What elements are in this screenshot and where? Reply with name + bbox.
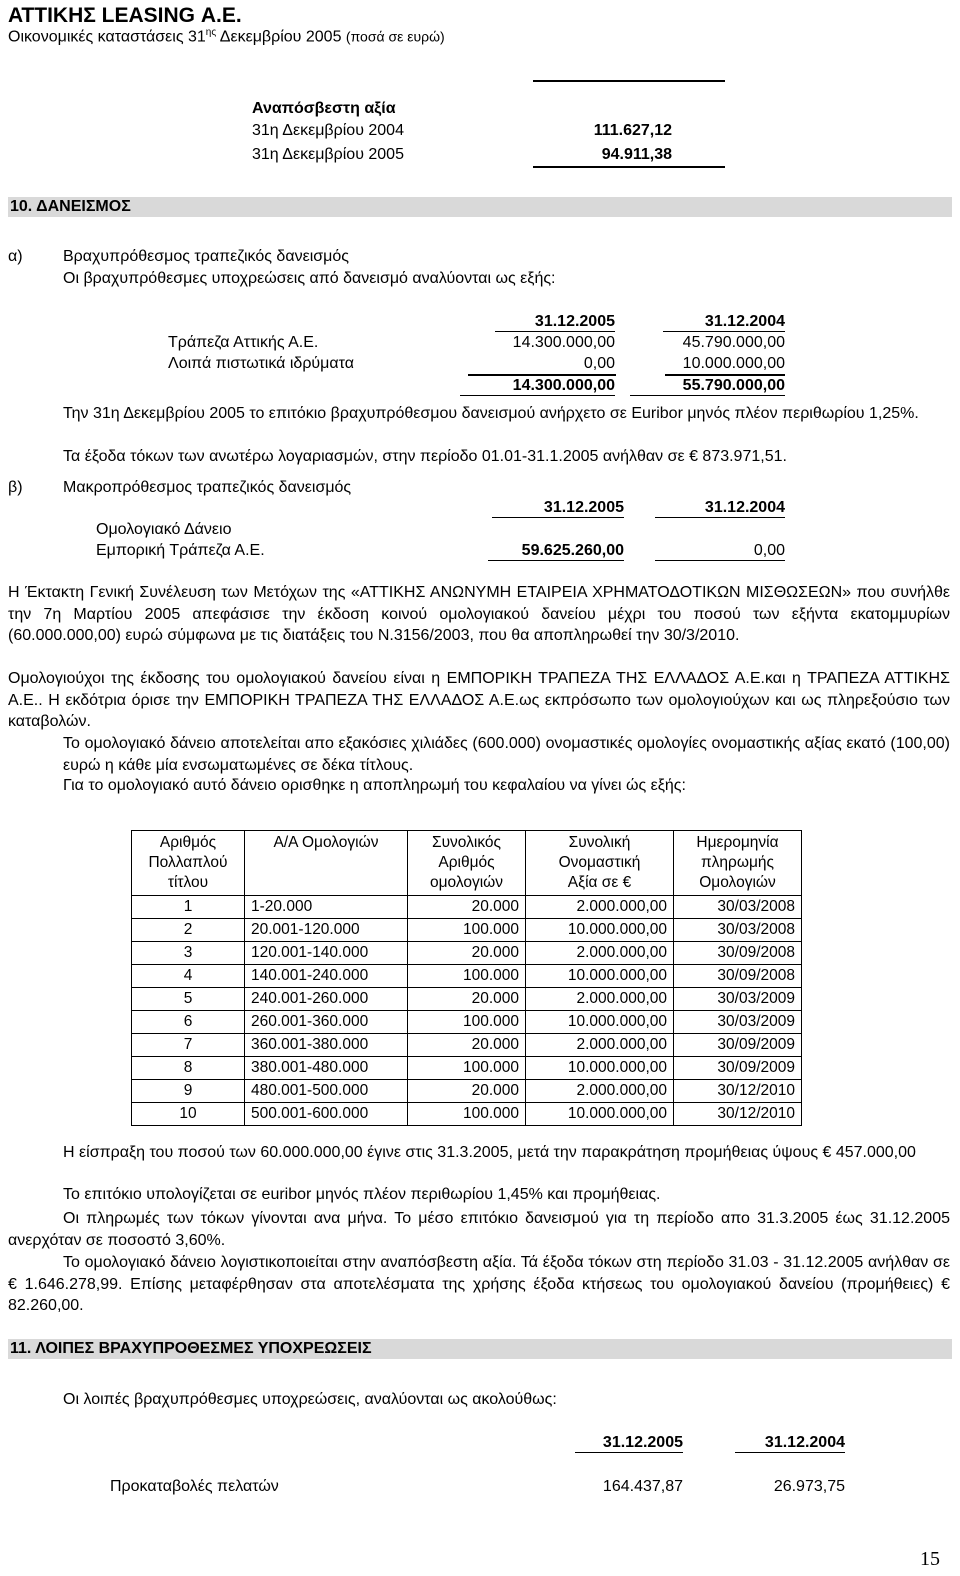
header-text: πληρωμής: [700, 854, 774, 872]
interest-calc-text: Το επιτόκιο υπολογίζεται σε euribor μηνός πλέον περιθωρίου 1,45% και προμήθειας.: [63, 1186, 661, 1203]
table-cell: 10.000.000,00: [526, 1103, 674, 1126]
table-cell: 30/12/2010: [674, 1080, 802, 1103]
bond-units-paragraph: Το ομολογιακό δάνειο αποτελείται απο εξακόσιες χιλιάδες (600.000) ονομαστικές ομολογίες ονομαστικής αξίας εκατό (100,00) ευρώ η κάθε μία ενσωματωμένες σε δέκα τίτλους.: [63, 735, 950, 774]
header-text: Αριθμός: [159, 834, 217, 851]
table-row: [132, 988, 802, 1011]
table-cell: 10.000.000,00: [526, 919, 674, 942]
subtitle-superscript: ης: [205, 27, 217, 38]
section-b-marker: β): [8, 479, 23, 496]
header-text: Συνολική: [568, 834, 631, 851]
bond-value-2004: 0,00: [655, 542, 785, 561]
header-text: Ημερομηνία: [696, 834, 779, 851]
table-cell: 1-20.000: [245, 896, 408, 919]
table-cell: 2.000.000,00: [526, 942, 674, 965]
table-row: [132, 1011, 802, 1034]
table-cell: 7: [132, 1034, 245, 1057]
header-title-number: [132, 831, 245, 896]
table-cell: 1: [132, 896, 245, 919]
table-cell: 20.000: [408, 1034, 526, 1057]
header-text: Ονομαστική: [558, 854, 641, 872]
loan-row-label: Τράπεζα Αττικής Α.Ε.: [168, 334, 319, 351]
header-nominal-value: [526, 831, 674, 896]
col-header-2005: 31.12.2005: [495, 313, 615, 332]
header-text: Αξία σε €: [567, 874, 632, 892]
section-a-title: Βραχυπρόθεσμος τραπεζικός δανεισμός: [63, 248, 349, 265]
table-cell: 30/09/2008: [674, 942, 802, 965]
table-cell: 2.000.000,00: [526, 988, 674, 1011]
interest-payment-paragraph: Οι πληρωμές των τόκων γίνονται ανα μήνα. Το μέσο επιτόκιο δανεισμού για τη περίοδο απο 31.3.2005 έως 31.12.2005 ανερχόταν σε ποσοστό 3,60%.: [8, 1210, 950, 1249]
table-row: [132, 896, 802, 919]
table-cell: 20.000: [408, 942, 526, 965]
repayment-intro: Για το ομολογιακό αυτό δάνειο ορισθηκε η αποπληρωμή του κεφαλαίου να γίνει ώς εξής:: [63, 777, 686, 794]
loan-row-value: 45.790.000,00: [682, 334, 785, 351]
header-text: τίτλου: [167, 874, 209, 892]
table-cell: 30/09/2009: [674, 1057, 802, 1080]
table-cell: 5: [132, 988, 245, 1011]
nbv-row-label: 31η Δεκεμβρίου 2005: [252, 146, 404, 163]
loan-row-label: Λοιπά πιστωτικά ιδρύματα: [168, 355, 354, 372]
nbv-bottom-rule: [533, 166, 725, 168]
table-row: [132, 965, 802, 988]
col-header-2004: 31.12.2004: [655, 499, 785, 518]
liability-value-2004: 26.973,75: [773, 1478, 845, 1495]
table-cell: 10.000.000,00: [526, 1057, 674, 1080]
table-cell: 380.001-480.000: [245, 1057, 408, 1080]
table-cell: 20.000: [408, 1080, 526, 1103]
table-cell: 30/12/2010: [674, 1103, 802, 1126]
company-name: ΑΤΤΙΚΗΣ LEASING Α.Ε.: [8, 4, 242, 27]
bond-value-2005: 59.625.260,00: [488, 542, 624, 561]
table-cell: 100.000: [408, 1057, 526, 1080]
col-header-2004: 31.12.2004: [663, 313, 785, 332]
nbv-top-rule: [533, 80, 725, 82]
nbv-row-value: 111.627,12: [593, 122, 672, 139]
nbv-row-value: 94.911,38: [601, 146, 672, 163]
table-cell: 120.001-140.000: [245, 942, 408, 965]
subtitle-text: Οικονομικές καταστάσεις 31: [8, 28, 206, 46]
header-bond-range: [245, 831, 408, 896]
section-11-title: 11. ΛΟΙΠΕΣ ΒΡΑΧΥΠΡΟΘΕΣΜΕΣ ΥΠΟΧΡΕΩΣΕΙΣ: [10, 1340, 372, 1357]
table-cell: 2.000.000,00: [526, 1034, 674, 1057]
table-cell: 10.000.000,00: [526, 1011, 674, 1034]
subtitle-note: (ποσά σε ευρώ): [345, 28, 445, 45]
col-header-2004: 31.12.2004: [735, 1434, 845, 1453]
col-header-2005: 31.12.2005: [492, 499, 624, 518]
table-cell: 260.001-360.000: [245, 1011, 408, 1034]
amortized-cost-paragraph: Το ομολογιακό δάνειο λογιστικοποιείται στην αναπόσβεστη αξία. Τά έξοδα τόκων στη περίοδο 31.03 - 31.12.2005 ανήλθαν σε € 1.646.278,99. Επίσης μεταφέρθησαν στα αποτελέσματα της χρήσης έξοδα κτήσεως του ομολογιακού δανείου (προμήθειες) € 82.260,00.: [8, 1254, 950, 1315]
liability-row-label: Προκαταβολές πελατών: [110, 1478, 279, 1495]
table-cell: 20.000: [408, 988, 526, 1011]
section-11-intro: Οι λοιπές βραχυπρόθεσμες υποχρεώσεις, αναλύονται ως ακολούθως:: [63, 1391, 557, 1408]
loan-total-2004: 55.790.000,00: [630, 377, 785, 396]
bank-label: Εμπορική Τράπεζα Α.Ε.: [96, 542, 265, 559]
table-cell: 30/09/2009: [674, 1034, 802, 1057]
header-text: ομολογιών: [429, 874, 504, 892]
bond-loan-label: Ομολογιακό Δάνειο: [96, 521, 232, 538]
table-row: [132, 919, 802, 942]
subtitle-date: Δεκεμβρίου 2005: [216, 28, 342, 46]
proceeds-paragraph: Η είσπραξη του ποσού των 60.000.000,00 έγινε στις 31.3.2005, μετά την παρακράτηση προμήθειας ύψους € 457.000,00: [63, 1144, 916, 1161]
table-cell: 240.001-260.000: [245, 988, 408, 1011]
subtotal-rule: [665, 374, 785, 376]
table-cell: 6: [132, 1011, 245, 1034]
table-header-row: [132, 831, 802, 896]
table-cell: 140.001-240.000: [245, 965, 408, 988]
table-cell: 10.000.000,00: [526, 965, 674, 988]
table-cell: 100.000: [408, 965, 526, 988]
bondholders-paragraph: Ομολογιούχοι της έκδοσης του ομολογιακού δανείου είναι η ΕΜΠΟΡΙΚΗ ΤΡΑΠΕΖΑ ΤΗΣ ΕΛΛΑΔΟΣ Α.Ε.και η ΤΡΑΠΕΖΑ ΑΤΤΙΚΗΣ Α.Ε.. Η εκδότρια όρισε την ΕΜΠΟΡΙΚΗ ΤΡΑΠΕΖΑ ΤΗΣ ΕΛΛΑΔΟΣ Α.Ε.ως εκπρόσωπο των ομολογιούχων και ως πληρεξούσιο των καταβολών.: [8, 670, 950, 731]
table-cell: 4: [132, 965, 245, 988]
table-cell: 3: [132, 942, 245, 965]
table-row: [132, 1080, 802, 1103]
table-cell: 2.000.000,00: [526, 896, 674, 919]
nbv-title: Αναπόσβεστη αξία: [252, 100, 396, 117]
subtotal-rule: [468, 374, 616, 376]
header-bond-count: [408, 831, 526, 896]
table-cell: 100.000: [408, 1011, 526, 1034]
table-row: [132, 1103, 802, 1126]
table-cell: 30/03/2008: [674, 896, 802, 919]
table-cell: 360.001-380.000: [245, 1034, 408, 1057]
table-cell: 30/09/2008: [674, 965, 802, 988]
table-cell: 2: [132, 919, 245, 942]
header-text: Πολλαπλού: [148, 854, 228, 872]
section-a-intro: Οι βραχυπρόθεσμες υποχρεώσεις από δανεισμό αναλύονται ως εξής:: [63, 270, 556, 287]
header-text: Συνολικός: [432, 834, 501, 851]
table-cell: 10: [132, 1103, 245, 1126]
header-text: Ομολογιών: [699, 874, 776, 892]
table-row: [132, 1034, 802, 1057]
section-10-header: [8, 197, 952, 217]
table-cell: 8: [132, 1057, 245, 1080]
section-a-marker: α): [8, 248, 23, 265]
repayment-table: [131, 830, 802, 1126]
table-row: [132, 1057, 802, 1080]
loan-total-2005: 14.300.000,00: [460, 377, 615, 396]
interest-rate-text: Την 31η Δεκεμβρίου 2005 το επιτόκιο βραχυπρόθεσμου δανεισμού ανήρχετο σε Euribor μηνός πλέον περιθωρίου 1,25%.: [63, 405, 919, 422]
document-subtitle: [8, 27, 445, 47]
header-text: Αριθμός: [438, 854, 495, 872]
header-payment-date: [674, 831, 802, 896]
table-cell: 30/03/2009: [674, 988, 802, 1011]
interest-expense-text: Τα έξοδα τόκων των ανωτέρω λογαριασμών, στην περίοδο 01.01-31.1.2005 ανήλθαν σε € 873.971,51.: [63, 448, 787, 465]
col-header-2005: 31.12.2005: [575, 1434, 683, 1453]
section-10-title: 10. ΔΑΝΕΙΣΜΟΣ: [10, 198, 131, 215]
loan-row-value: 0,00: [583, 355, 615, 372]
section-b-title: Μακροπρόθεσμος τραπεζικός δανεισμός: [63, 479, 352, 496]
bond-decision-paragraph: Η Έκτακτη Γενική Συνέλευση των Μετόχων της «ΑΤΤΙΚΗΣ ΑΝΩΝΥΜΗ ΕΤΑΙΡΕΙΑ ΧΡΗΜΑΤΟΔΟΤΙΚΩΝ ΜΙΣΘΩΣΕΩΝ» που συνήλθε την 7η Μαρτίου 2005 απεφάσισε την έκδοση κοινού ομολογιακού δανείου μέχρι του ποσού των εξήντα εκατομμυρίων (60.000.000,00) ευρώ σύμφωνα με τις διατάξεις του Ν.3156/2003, που θα αποπληρωθεί την 30/3/2010.: [8, 584, 950, 645]
table-cell: 20.000: [408, 896, 526, 919]
loan-row-value: 14.300.000,00: [512, 334, 615, 351]
table-row: [132, 942, 802, 965]
header-text: Α/Α Ομολογιών: [273, 834, 379, 851]
table-cell: 100.000: [408, 919, 526, 942]
table-cell: 30/03/2008: [674, 919, 802, 942]
table-cell: 9: [132, 1080, 245, 1103]
table-cell: 500.001-600.000: [245, 1103, 408, 1126]
table-cell: 30/03/2009: [674, 1011, 802, 1034]
loan-row-value: 10.000.000,00: [682, 355, 785, 372]
liability-value-2005: 164.437,87: [602, 1478, 683, 1495]
table-cell: 2.000.000,00: [526, 1080, 674, 1103]
table-cell: 100.000: [408, 1103, 526, 1126]
nbv-row-label: 31η Δεκεμβρίου 2004: [252, 122, 404, 139]
table-cell: 20.001-120.000: [245, 919, 408, 942]
table-cell: 480.001-500.000: [245, 1080, 408, 1103]
page-number: 15: [920, 1548, 940, 1570]
